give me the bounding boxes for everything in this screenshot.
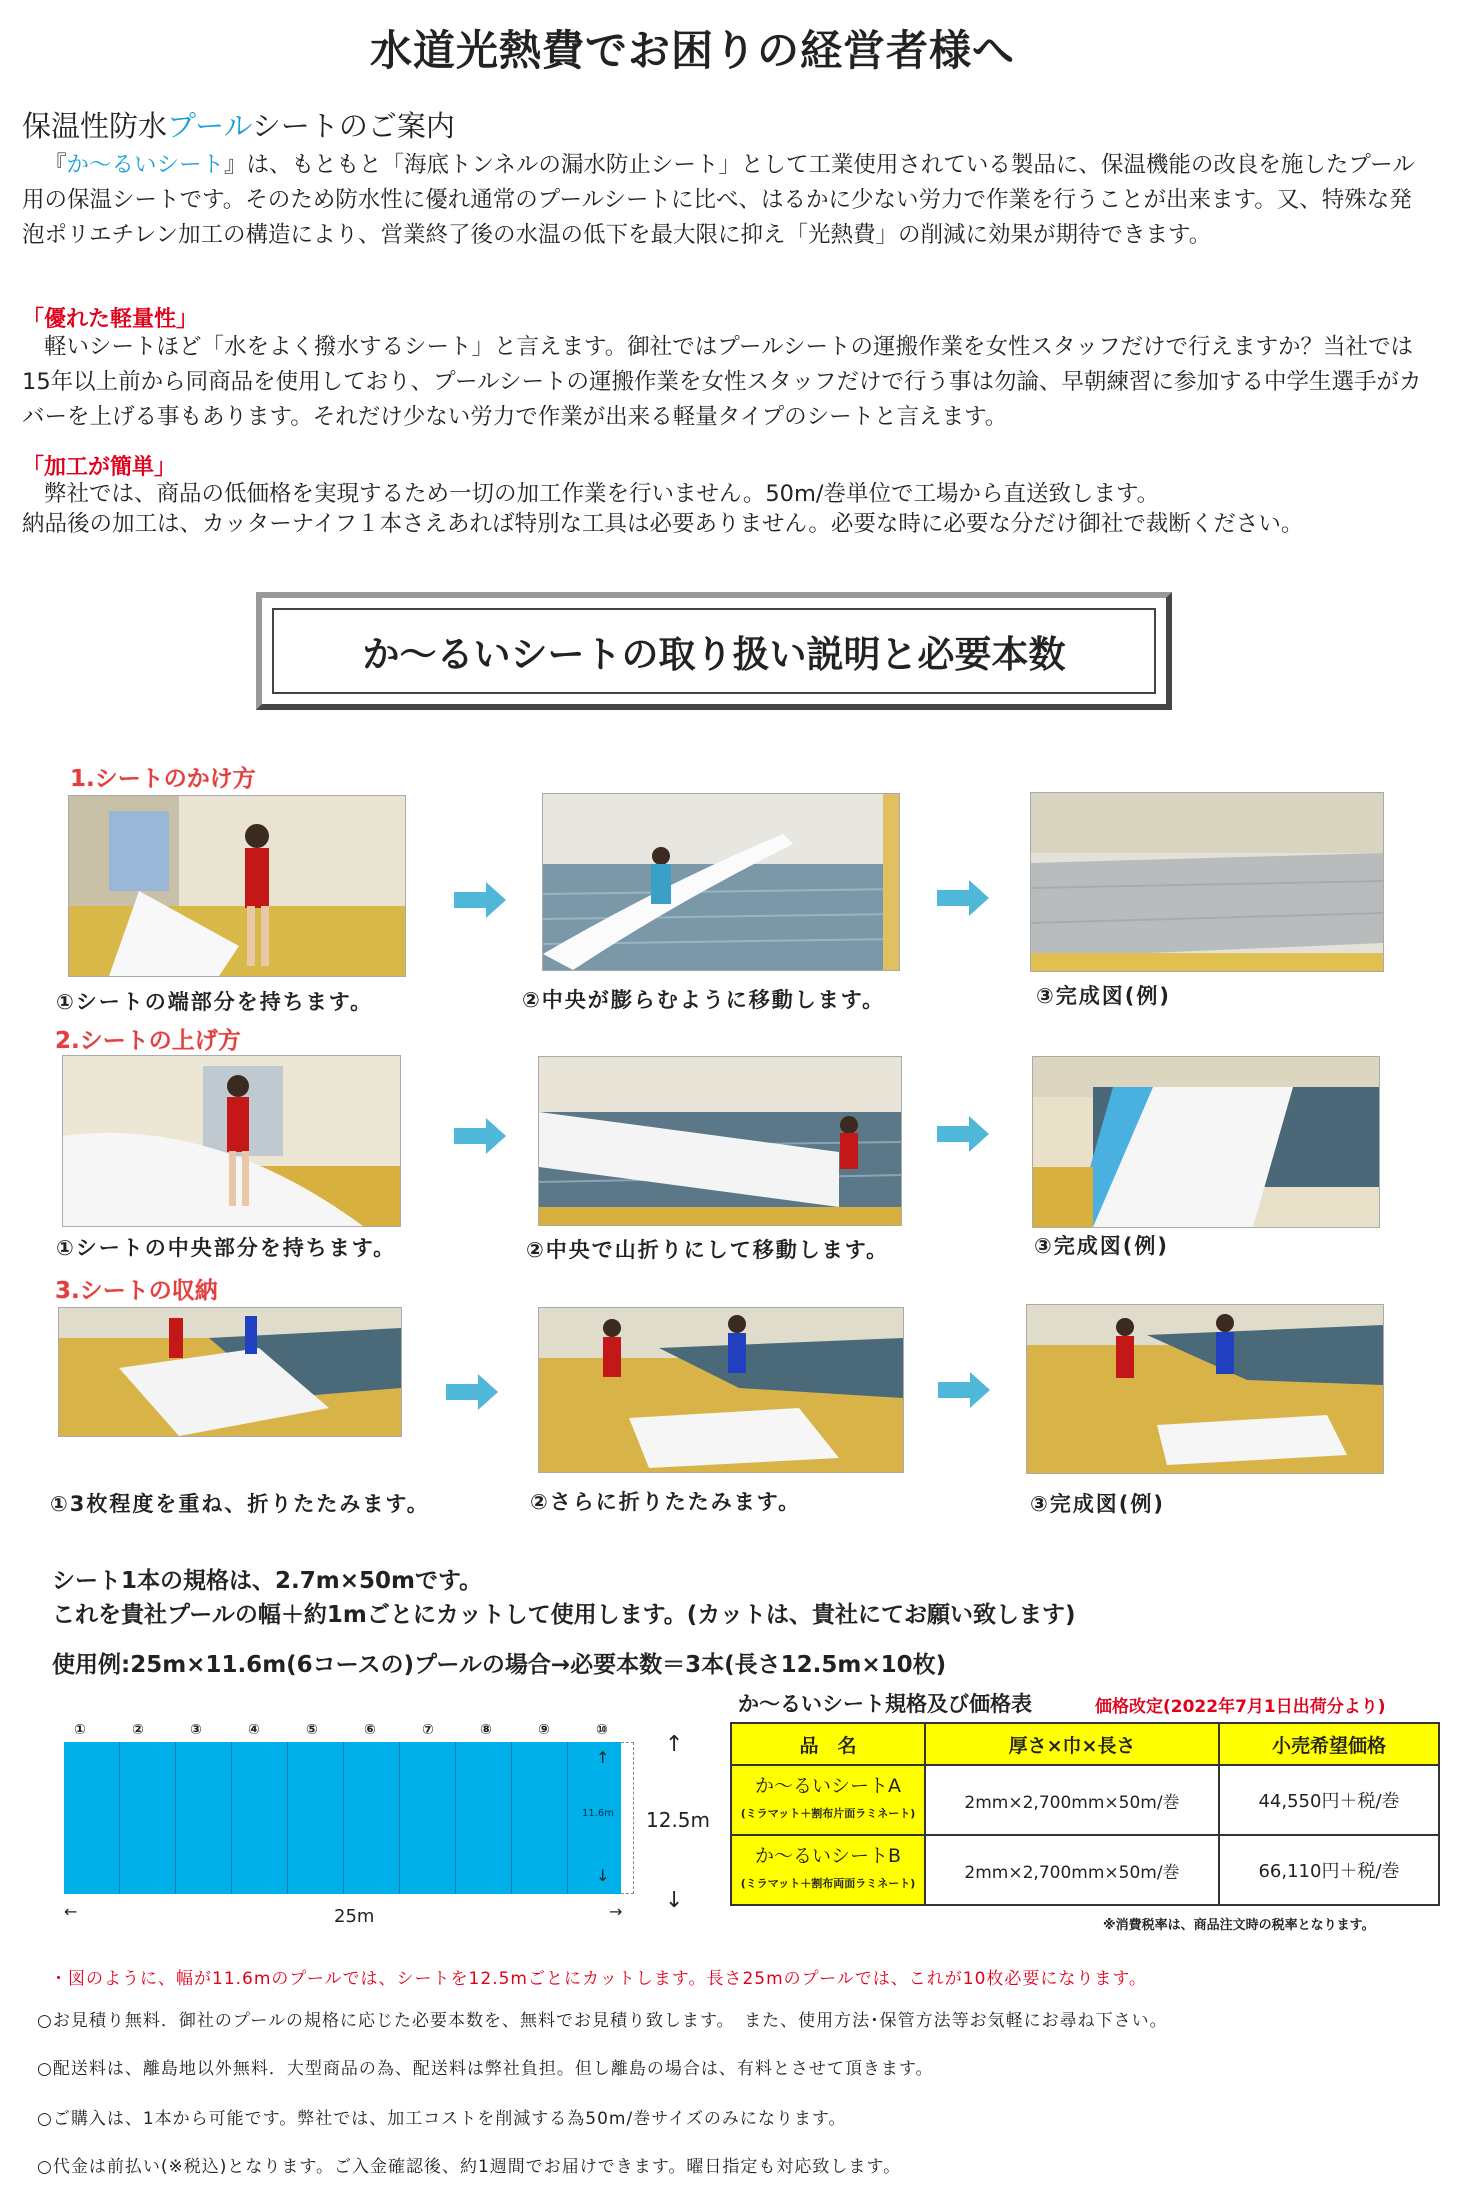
note-estimate: ○お見積り無料．御社のプールの規格に応じた必要本数を、無料でお見積り致します。 また、使用方法･保管方法等お気軽にお尋ね下さい。 <box>37 2011 1168 2031</box>
product-price: 66,110円＋税/巻 <box>1219 1835 1439 1905</box>
feature2-body1: 弊社では、商品の低価格を実現するため一切の加工作業を行いません。50m/巻単位で工場から直送致します。 <box>44 481 1160 507</box>
photo-1-3 <box>1030 792 1384 972</box>
caption-1-3: ③完成図(例) <box>1036 984 1171 1008</box>
caption-3-1: ①3枚程度を重ね、折りたたみます。 <box>50 1492 430 1516</box>
caption-3-2: ②さらに折りたたみます。 <box>530 1490 802 1514</box>
product-name-cell <box>731 1765 925 1835</box>
feature1-body: 軽いシートほど「水をよく撥水するシート」と言えます。御社ではプールシートの運搬作業を女性スタッフだけで行えますか？当社では15年以上前から同商品を使用しており、プールシートの運搬作業を女性スタッフだけで行う事は勿論、早朝練習に参加する中学生選手がカバーを上げる事もあります。それだけ少ない労力で作業が出来る軽量タイプのシートと言えます。 <box>22 334 1422 430</box>
sheet-number: ⑦ <box>422 1722 434 1738</box>
subtitle-post: シートのご案内 <box>251 109 455 143</box>
intro-paragraph <box>22 148 1422 253</box>
subtitle-highlight: プール <box>167 109 252 143</box>
sheet-number-row <box>62 1722 662 1740</box>
length-label: 12.5m <box>646 1808 711 1832</box>
right-arrow-icon: → <box>609 1902 623 1921</box>
arrow-right-icon <box>935 878 991 918</box>
price-table-header <box>731 1723 1439 1765</box>
table-row <box>731 1835 1439 1905</box>
product-size: 2mm×2,700mm×50m/巻 <box>925 1835 1219 1905</box>
section-2-title: 2.シートの上げ方 <box>55 1028 241 1054</box>
product-size: 2mm×2,700mm×50m/巻 <box>925 1765 1219 1835</box>
price-table-title: か～るいシート規格及び価格表 <box>738 1692 1032 1716</box>
down-arrow-icon: ↓ <box>596 1866 610 1885</box>
caption-2-1: ①シートの中央部分を持ちます。 <box>56 1236 397 1260</box>
note-purchase: ○ご購入は、1本から可能です。弊社では、加工コストを削減する為50m/巻サイズのみになります。 <box>37 2109 847 2129</box>
header-size: 厚さ×巾×長さ <box>925 1723 1219 1765</box>
feature2-heading: 「加工が簡単」 <box>22 455 177 480</box>
photo-3-1 <box>58 1307 402 1437</box>
photo-2-2 <box>538 1056 902 1226</box>
photo-2-3 <box>1032 1056 1380 1228</box>
arrow-right-icon <box>444 1372 500 1412</box>
arrow-right-icon <box>936 1370 992 1410</box>
pool-area <box>64 1742 621 1894</box>
subtitle <box>22 104 455 145</box>
sheet-number: ③ <box>190 1722 202 1738</box>
sheet-number: ⑥ <box>364 1722 376 1738</box>
pool-diagram <box>50 1722 711 1927</box>
photo-1-1 <box>68 795 406 977</box>
diagram-explanation: ・図のように、幅が11.6mのプールでは、シートを12.5mごとにカットします。長さ25mのプールでは、これが10枚必要になります。 <box>50 1969 1148 1989</box>
pool-length-dimension <box>64 1902 634 1927</box>
price-table <box>730 1722 1440 1906</box>
length-up-arrow-icon: ↑ <box>665 1732 684 1757</box>
length-down-arrow-icon: ↓ <box>665 1888 684 1913</box>
caption-2-2: ②中央で山折りにして移動します。 <box>526 1238 890 1262</box>
spec-line-3: 使用例:25m×11.6m(6コースの)プールの場合→必要本数＝3本(長さ12.5m×10枚) <box>52 1652 947 1678</box>
sheet-number: ⑤ <box>306 1722 318 1738</box>
caption-1-2: ②中央が膨らむように移動します。 <box>522 988 886 1012</box>
pool-length-label: 25m <box>334 1906 375 1927</box>
sheet-number: ⑨ <box>538 1722 550 1738</box>
photo-3-3 <box>1026 1304 1384 1474</box>
caption-1-1: ①シートの端部分を持ちます。 <box>56 990 374 1014</box>
photo-1-2 <box>542 793 900 971</box>
arrow-right-icon <box>452 880 508 920</box>
instructions-heading: か～るいシートの取り扱い説明と必要本数 <box>362 633 1066 676</box>
spec-line-1: シート1本の規格は、2.7m×50mです。 <box>52 1568 483 1594</box>
note-shipping: ○配送料は、離島地以外無料．大型商品の為、配送料は弊社負担。但し離島の場合は、有料とさせて頂きます。 <box>37 2059 934 2079</box>
product-sub: (ミラマット＋割布片面ラミネート) <box>740 1807 916 1820</box>
note-payment: ○代金は前払い(※税込)となります。ご入金確認後、約1週間でお届けできます。曜日指定も対応致します。 <box>37 2157 902 2177</box>
intro-text: 』は、もともと「海底トンネルの漏水防止シート」として工業使用されている製品に、保温機能の改良を施したプール用の保温シートです。そのため防水性に優れ通常のプールシートに比べ、はるかに少ない労力で作業を行うことが出来ます。又、特殊な発泡ポリエチレン加工の構造により、営業終了後の水温の低下を最大限に抑え「光熱費」の削減に効果が期待できます。 <box>22 152 1415 248</box>
product-name: か～るいシートA <box>755 1775 901 1797</box>
caption-2-3: ③完成図(例) <box>1034 1234 1169 1258</box>
instructions-heading-box <box>256 592 1172 710</box>
width-label: 11.6m <box>582 1808 615 1819</box>
photo-2-1 <box>62 1055 401 1227</box>
sheet-number: ① <box>74 1722 86 1738</box>
header-name: 品 名 <box>731 1723 925 1765</box>
sheet-number: ⑧ <box>480 1722 492 1738</box>
feature2-body2: 納品後の加工は、カッターナイフ１本さえあれば特別な工具は必要ありません。必要な時に必要な分だけ御社で裁断ください。 <box>22 511 1304 537</box>
arrow-right-icon <box>935 1114 991 1154</box>
tax-note: ※消費税率は、商品注文時の税率となります。 <box>1103 1918 1375 1933</box>
left-arrow-icon: ← <box>64 1902 78 1921</box>
product-sub: (ミラマット＋割布両面ラミネート) <box>740 1877 916 1890</box>
feature1-heading: 「優れた軽量性」 <box>22 307 199 332</box>
product-name-cell <box>731 1835 925 1905</box>
sheet-number: ② <box>132 1722 144 1738</box>
product-price: 44,550円＋税/巻 <box>1219 1765 1439 1835</box>
up-arrow-icon: ↑ <box>596 1748 610 1767</box>
subtitle-pre: 保温性防水 <box>22 109 168 143</box>
arrow-right-icon <box>452 1116 508 1156</box>
spec-line-2: これを貴社プールの幅＋約1mごとにカットして使用します。(カットは、貴社にてお願い致します) <box>52 1602 1076 1628</box>
header-price: 小売希望価格 <box>1219 1723 1439 1765</box>
photo-3-2 <box>538 1307 904 1473</box>
page-title: 水道光熱費でお困りの経営者様へ <box>369 26 1015 75</box>
intro-quote-open: 『 <box>44 152 67 178</box>
table-row <box>731 1765 1439 1835</box>
price-revision-note: 価格改定(2022年7月1日出荷分より) <box>1095 1697 1386 1717</box>
caption-3-3: ③完成図(例) <box>1030 1492 1165 1516</box>
product-name: か～るいシートB <box>754 1845 902 1867</box>
intro-product-name: か～るいシート <box>66 152 225 178</box>
sheet-number: ④ <box>248 1722 260 1738</box>
section-1-title: 1.シートのかけ方 <box>70 766 256 792</box>
section-3-title: 3.シートの収納 <box>55 1278 218 1304</box>
sheet-number: ⑩ <box>596 1722 608 1738</box>
